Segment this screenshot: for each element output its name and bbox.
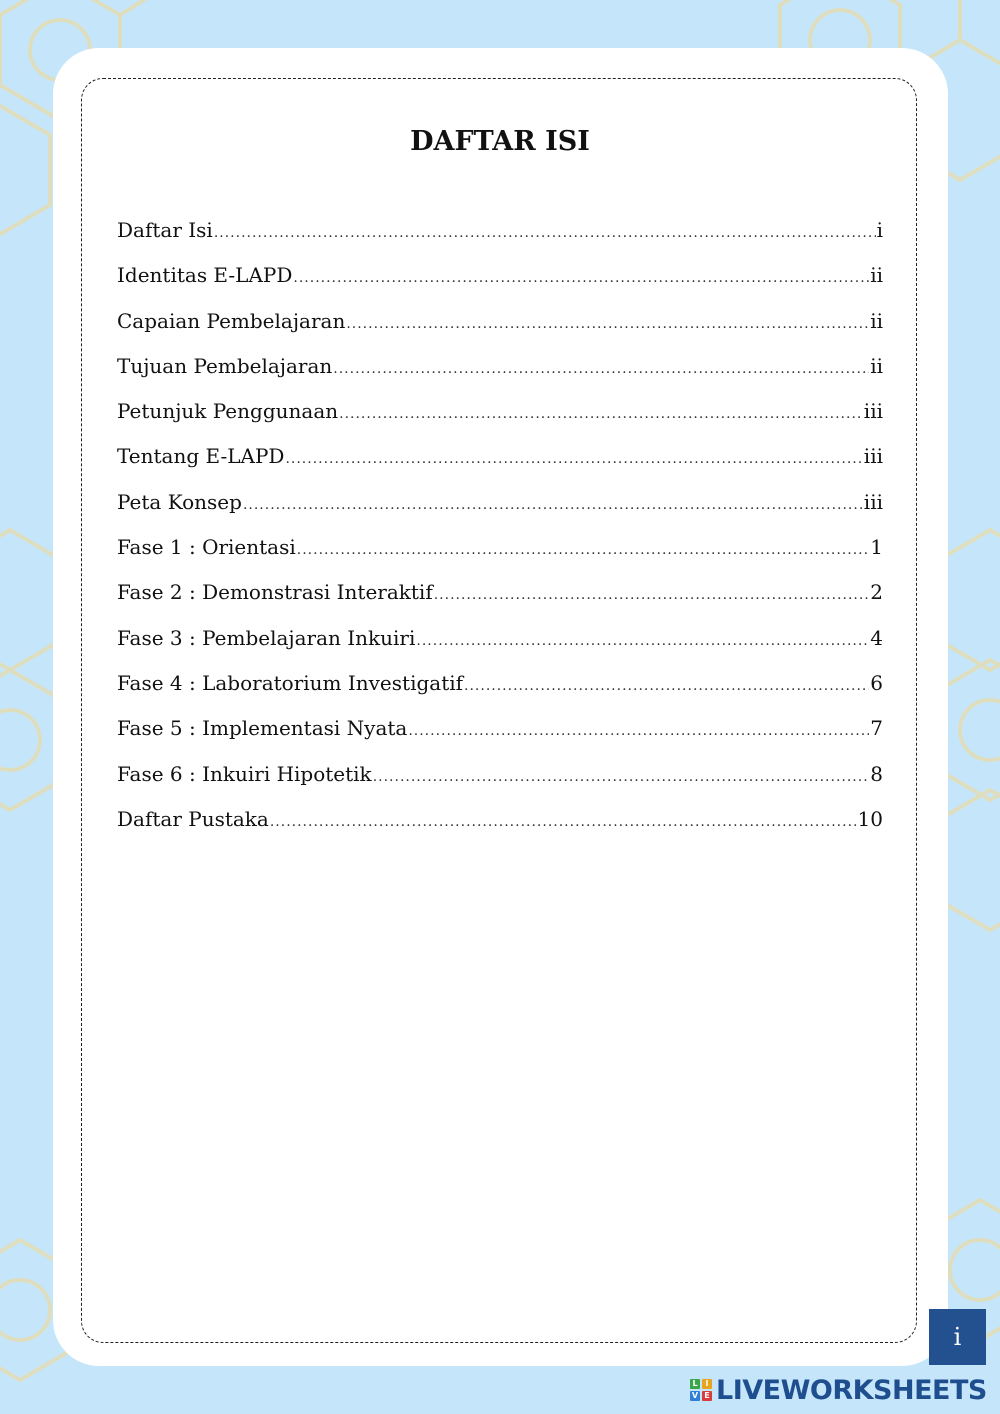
toc-entry[interactable] (117, 535, 883, 580)
toc-entry[interactable] (117, 444, 883, 489)
toc-dot-leader (333, 361, 869, 377)
toc-entry-label: Peta Konsep (117, 489, 242, 514)
toc-entry-label: Fase 5 : Implementasi Nyata (117, 716, 408, 741)
toc-entry-page: i (876, 218, 883, 242)
toc-entry[interactable] (117, 807, 883, 852)
toc-entry-label: Daftar Pustaka (117, 806, 269, 831)
toc-entry-page: 8 (870, 761, 883, 786)
toc-entry-page: ii (870, 308, 883, 333)
toc-entry[interactable] (117, 490, 883, 535)
table-of-contents (117, 218, 883, 852)
page-title: DAFTAR ISI (410, 126, 590, 157)
toc-dot-leader (243, 497, 863, 513)
toc-entry-page: ii (870, 353, 883, 378)
toc-entry-page: iii (863, 399, 883, 424)
toc-entry[interactable] (117, 263, 883, 308)
toc-dot-leader (416, 633, 869, 649)
toc-entry-label: Identitas E-LAPD (117, 263, 293, 288)
toc-entry[interactable] (117, 626, 883, 671)
toc-entry-page: 2 (870, 580, 883, 605)
toc-entry[interactable] (117, 399, 883, 444)
toc-entry[interactable] (117, 762, 883, 807)
toc-entry-page: iii (863, 489, 883, 514)
toc-dot-leader (339, 406, 863, 422)
toc-entry[interactable] (117, 354, 883, 399)
toc-entry-label: Daftar Isi (117, 218, 213, 242)
liveworksheets-brand[interactable] (690, 1372, 987, 1408)
toc-entry-page: iii (863, 444, 883, 469)
toc-entry-page: 10 (857, 806, 883, 831)
toc-entry-label: Petunjuk Penggunaan (117, 399, 339, 424)
toc-dot-leader (346, 316, 869, 332)
toc-entry-page: 1 (870, 535, 883, 560)
toc-entry-label: Tujuan Pembelajaran (117, 353, 333, 378)
logo-letter: L (690, 1379, 700, 1389)
liveworksheets-logo-icon (690, 1379, 712, 1401)
toc-dot-leader (408, 723, 869, 739)
toc-dot-leader (270, 814, 857, 830)
toc-dot-leader (464, 678, 869, 694)
toc-dot-leader (214, 225, 876, 241)
toc-entry-label: Tentang E-LAPD (117, 444, 285, 469)
page-number-badge: i (929, 1309, 986, 1365)
toc-entry-page: 4 (870, 625, 883, 650)
toc-entry-label: Fase 6 : Inkuiri Hipotetik (117, 761, 372, 786)
logo-letter: V (691, 1391, 699, 1400)
logo-letter: E (702, 1391, 712, 1401)
toc-dot-leader (373, 769, 870, 785)
toc-entry-page: 7 (870, 716, 883, 741)
toc-dot-leader (293, 270, 869, 286)
toc-dot-leader (297, 542, 869, 558)
toc-entry[interactable] (117, 671, 883, 716)
toc-entry[interactable] (117, 716, 883, 761)
toc-entry-page: ii (870, 263, 883, 288)
logo-letter: I (702, 1379, 712, 1389)
toc-entry-page: 6 (870, 670, 883, 695)
toc-entry-label: Capaian Pembelajaran (117, 308, 346, 333)
brand-name: LIVEWORKSHEETS (716, 1374, 987, 1406)
toc-entry-label: Fase 1 : Orientasi (117, 535, 296, 560)
toc-entry-label: Fase 4 : Laboratorium Investigatif (117, 670, 464, 695)
toc-entry[interactable] (117, 309, 883, 354)
toc-dot-leader (434, 587, 870, 603)
toc-dot-leader (285, 451, 862, 467)
toc-entry[interactable] (117, 218, 883, 263)
toc-entry[interactable] (117, 580, 883, 625)
toc-entry-label: Fase 3 : Pembelajaran Inkuiri (117, 625, 416, 650)
toc-entry-label: Fase 2 : Demonstrasi Interaktif (117, 580, 433, 605)
